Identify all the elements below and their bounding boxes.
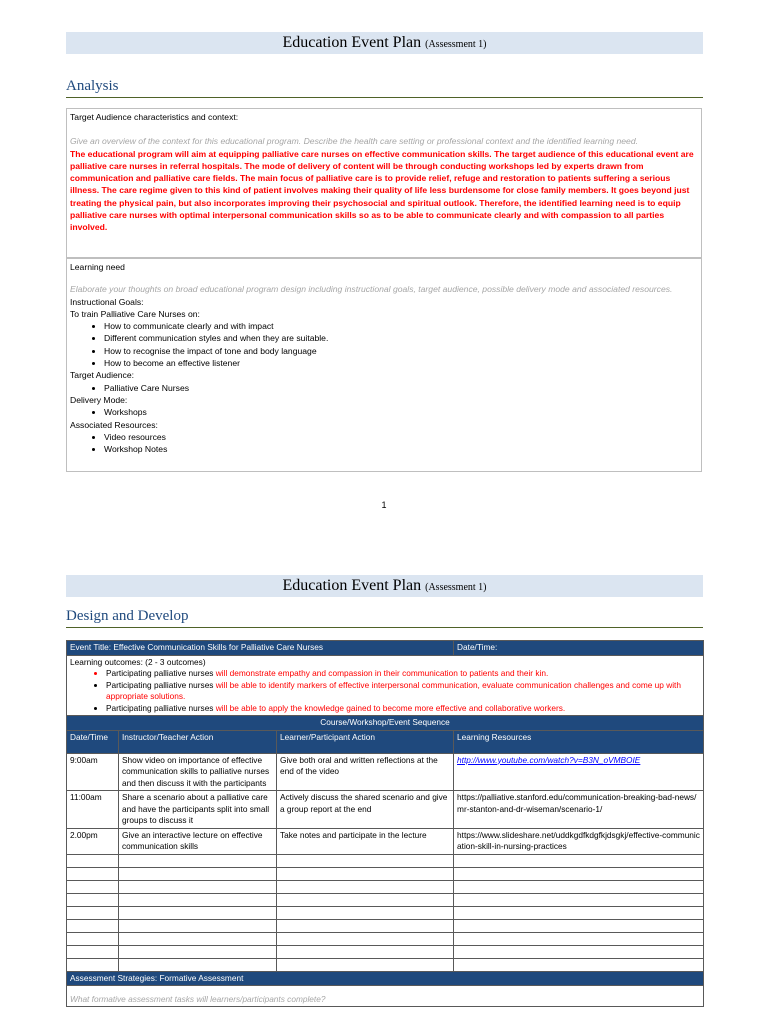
design-table bbox=[66, 640, 704, 1007]
empty-row bbox=[67, 919, 704, 932]
empty-row bbox=[67, 932, 704, 945]
outcome-text: will be able to identify markers of effective interpersonal communication, evaluate communication challenges and come up with appropriate solutions. bbox=[106, 679, 681, 701]
column-header: Learning Resources bbox=[454, 730, 704, 753]
target-audience-hint: Give an overview of the context for this educational program. Describe the health care setting or professional context and the identified learning need. bbox=[70, 136, 638, 147]
empty-row bbox=[67, 854, 704, 867]
outcome-lead: Participating palliative nurses bbox=[106, 702, 214, 713]
outcome-lead: Participating palliative nurses bbox=[106, 668, 214, 678]
row-resource bbox=[454, 753, 704, 791]
page-number: 1 bbox=[381, 500, 387, 510]
learning-need-heading: Learning need bbox=[70, 262, 125, 272]
table-row bbox=[67, 828, 704, 854]
list-item bbox=[106, 680, 700, 703]
list-item: • Video resources bbox=[104, 431, 698, 443]
table-row bbox=[67, 753, 704, 791]
page1-title: Education Event Plan bbox=[282, 34, 422, 51]
resources-label: Associated Resources: bbox=[70, 419, 158, 430]
column-header: Date/Time bbox=[67, 730, 119, 753]
list-item: • How to communicate clearly and with impact bbox=[104, 320, 698, 332]
delivery-list bbox=[70, 406, 698, 418]
list-item bbox=[106, 668, 700, 680]
row-instructor: Share a scenario about a palliative care and have the participants split into small groups to discuss it bbox=[119, 791, 277, 829]
learning-outcomes-cell bbox=[67, 655, 704, 716]
page2-title-bar bbox=[66, 575, 703, 597]
learning-need-box bbox=[66, 258, 702, 472]
list-item bbox=[106, 703, 700, 715]
page1-title-sub: (Assessment 1) bbox=[425, 39, 487, 50]
learning-need-hint: Elaborate your thoughts on broad educational program design including instructional goals, target audience, possible delivery mode and associated resources. bbox=[70, 284, 673, 295]
target-audience-heading: Target Audience characteristics and context: bbox=[70, 112, 239, 122]
row-instructor: Show video on importance of effective communication skills to palliative nurses and then discuss it with the participants bbox=[119, 753, 277, 791]
list-item: • Workshop Notes bbox=[104, 443, 698, 455]
empty-row bbox=[67, 945, 704, 958]
row-learner: Actively discuss the shared scenario and give a group report at the end bbox=[277, 791, 454, 829]
audience-label: Target Audience: bbox=[70, 370, 135, 381]
page1-title-bar bbox=[66, 32, 703, 54]
assessment-label: Assessment Strategies: Formative Assessment bbox=[67, 971, 704, 986]
sequence-label: Course/Workshop/Event Sequence bbox=[67, 716, 704, 731]
goals-list bbox=[70, 320, 698, 369]
resources-list bbox=[70, 431, 698, 456]
column-header: Instructor/Teacher Action bbox=[119, 730, 277, 753]
row-resource: https://palliative.stanford.edu/communication-breaking-bad-news/mr-stanton-and-dr-wiseman/scenario-1/ bbox=[454, 791, 704, 829]
target-audience-body: The educational program will aim at equipping palliative care nurses on effective communication skills. The target audience of this educational event are palliative care nurses in referral hospitals. The mode of delivery of content will be through conducting workshops led by experts drawn from communication and palliative care fields. The main focus of palliative care is to provide relief, refuge and restoration to patients suffering a serious illness. The care regime given to this kind of patient involves making their quality of life less burdensome for close family members. It goes beyond just treating the physical pain, but also incorporates improving their psychosocial and spiritual outlook. Therefore, the identified learning need is to equip palliative care nurses with optimal interpersonal communication skills so as to be able to communicate clearly and with compassion to all parties involved. bbox=[70, 148, 694, 233]
empty-row bbox=[67, 893, 704, 906]
target-audience-box bbox=[66, 108, 702, 258]
train-label: To train Palliative Care Nurses on: bbox=[70, 308, 200, 319]
resource-link[interactable]: http://www.youtube.com/watch?v=B3N_oVMBOIE bbox=[457, 754, 641, 765]
outcomes-label: Learning outcomes: (2 - 3 outcomes) bbox=[70, 656, 206, 667]
date-time-label: Date/Time: bbox=[454, 641, 704, 656]
list-item: • Different communication styles and when they are suitable. bbox=[104, 332, 698, 344]
page2-title: Education Event Plan bbox=[282, 577, 422, 594]
row-time: 9:00am bbox=[67, 753, 119, 791]
row-time: 2.00pm bbox=[67, 828, 119, 854]
table-row bbox=[67, 791, 704, 829]
empty-row bbox=[67, 958, 704, 971]
outcome-text: will demonstrate empathy and compassion in their communication to patients and their kin. bbox=[213, 668, 549, 678]
audience-list bbox=[70, 382, 698, 394]
delivery-label: Delivery Mode: bbox=[70, 394, 128, 405]
list-item: • How to recognise the impact of tone and body language bbox=[104, 345, 698, 357]
row-instructor: Give an interactive lecture on effective communication skills bbox=[119, 828, 277, 854]
page2-title-sub: (Assessment 1) bbox=[425, 582, 487, 593]
assessment-hint: What formative assessment tasks will learners/participants complete? bbox=[67, 986, 704, 1007]
goals-label: Instructional Goals: bbox=[70, 296, 144, 307]
row-learner: Take notes and participate in the lecture bbox=[277, 828, 454, 854]
list-item: • How to become an effective listener bbox=[104, 357, 698, 369]
event-title: Event Title: Effective Communication Skills for Palliative Care Nurses bbox=[67, 641, 454, 656]
row-time: 11:00am bbox=[67, 791, 119, 829]
column-header: Learner/Participant Action bbox=[277, 730, 454, 753]
outcome-text: will be able to apply the knowledge gained to become more effective and collaborative workers. bbox=[213, 702, 566, 713]
row-learner: Give both oral and written reflections at the end of the video bbox=[277, 753, 454, 791]
section-heading-design: Design and Develop bbox=[66, 608, 703, 628]
outcome-lead: Participating palliative nurses bbox=[106, 679, 214, 690]
outcomes-list bbox=[70, 668, 700, 714]
row-resource: https://www.slideshare.net/uddkgdfkdgfkjdsgkj/effective-communication-skill-in-nursing-practices bbox=[454, 828, 704, 854]
section-heading-analysis: Analysis bbox=[66, 78, 703, 98]
list-item: • Workshops bbox=[104, 406, 698, 418]
empty-row bbox=[67, 867, 704, 880]
list-item: • Palliative Care Nurses bbox=[104, 382, 698, 394]
empty-row bbox=[67, 880, 704, 893]
empty-row bbox=[67, 906, 704, 919]
